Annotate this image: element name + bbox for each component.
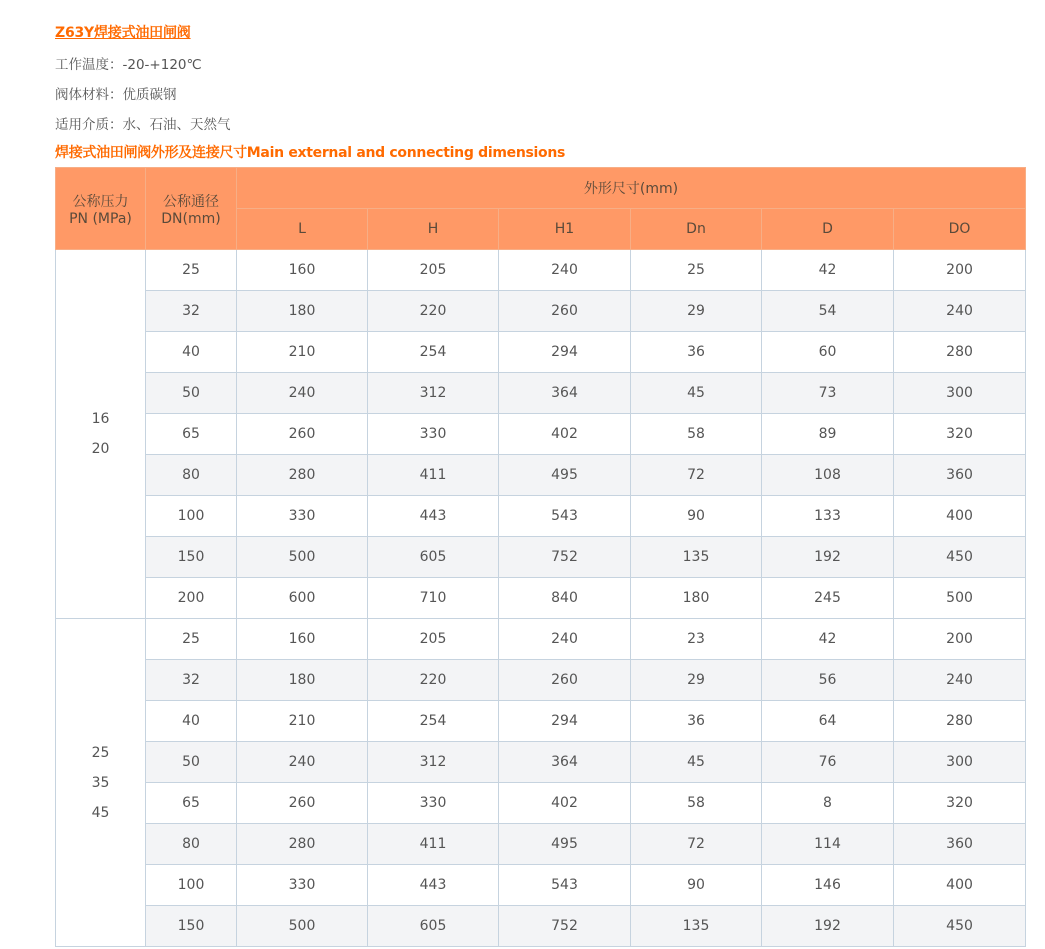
spec-label: 工作温度： [55,57,123,73]
table-row [56,824,1026,865]
dimension-cell: 543 [499,865,631,906]
dimension-cell: 280 [894,332,1026,373]
dimension-cell: 605 [368,906,499,947]
dimension-cell: 192 [762,537,894,578]
dn-header: 公称通径 DN(mm) [146,168,237,250]
dimension-cell: 240 [894,660,1026,701]
dimension-cell: 200 [894,619,1026,660]
dimension-cell: 330 [368,783,499,824]
table-row [56,701,1026,742]
pn-value: 20 [91,441,110,457]
dimension-cell: 330 [368,414,499,455]
spec-label: 适用介质： [55,117,123,133]
dimension-cell: 90 [631,496,762,537]
table-row [56,373,1026,414]
dimension-cell: 180 [237,291,368,332]
dimension-cell: 192 [762,906,894,947]
dn-cell: 100 [146,865,237,906]
dn-cell: 40 [146,332,237,373]
table-row [56,742,1026,783]
dimension-cell: 90 [631,865,762,906]
dimension-cell: 220 [368,660,499,701]
dimension-cell: 160 [237,619,368,660]
dn-cell: 150 [146,537,237,578]
dimension-cell: 135 [631,537,762,578]
dimension-cell: 42 [762,619,894,660]
dn-cell: 25 [146,619,237,660]
dimension-cell: 56 [762,660,894,701]
dimension-cell: 443 [368,865,499,906]
table-row [56,414,1026,455]
dimension-cell: 205 [368,250,499,291]
dimension-cell: 240 [237,373,368,414]
pn-value: 16 [91,411,110,427]
table-row [56,578,1026,619]
dimension-cell: 600 [237,578,368,619]
dn-cell: 50 [146,742,237,783]
dimension-cell: 58 [631,414,762,455]
table-row [56,537,1026,578]
column-header-l: L [237,209,368,250]
dimension-cell: 73 [762,373,894,414]
dimension-cell: 254 [368,701,499,742]
dimension-cell: 495 [499,824,631,865]
dimension-cell: 411 [368,824,499,865]
dn-cell: 150 [146,906,237,947]
spec-body-material [55,83,177,103]
dn-cell: 80 [146,455,237,496]
dimension-cell: 200 [894,250,1026,291]
dimension-cell: 260 [499,291,631,332]
column-header-do: DO [894,209,1026,250]
column-header-d: D [762,209,894,250]
dimension-cell: 133 [762,496,894,537]
dimension-cell: 60 [762,332,894,373]
dimension-cell: 300 [894,373,1026,414]
dimension-cell: 330 [237,496,368,537]
spec-working-temperature [55,53,202,73]
table-row [56,619,1026,660]
dimension-cell: 320 [894,783,1026,824]
dimension-cell: 752 [499,906,631,947]
dimension-cell: 495 [499,455,631,496]
dimension-cell: 320 [894,414,1026,455]
dn-cell: 200 [146,578,237,619]
dimension-cell: 364 [499,742,631,783]
dimension-cell: 312 [368,373,499,414]
table-row [56,250,1026,291]
dn-cell: 40 [146,701,237,742]
dimension-cell: 400 [894,496,1026,537]
dimension-cell: 135 [631,906,762,947]
dimension-cell: 294 [499,332,631,373]
dimension-cell: 54 [762,291,894,332]
dimension-cell: 280 [237,455,368,496]
column-header-h1: H1 [499,209,631,250]
dimension-cell: 89 [762,414,894,455]
dimension-cell: 260 [499,660,631,701]
spec-medium [55,113,231,133]
dimension-cell: 146 [762,865,894,906]
dimension-cell: 58 [631,783,762,824]
dn-cell: 25 [146,250,237,291]
dimension-cell: 45 [631,373,762,414]
dn-cell: 32 [146,660,237,701]
pn-header: 公称压力 PN (MPa) [56,168,146,250]
dimension-cell: 500 [237,537,368,578]
dn-cell: 100 [146,496,237,537]
dimension-cell: 402 [499,783,631,824]
dn-cell: 65 [146,414,237,455]
dimensions-table [55,167,1026,947]
dn-cell: 65 [146,783,237,824]
dimension-cell: 360 [894,455,1026,496]
spec-label: 阀体材料： [55,87,123,103]
dimension-cell: 240 [237,742,368,783]
dimension-cell: 500 [894,578,1026,619]
table-row [56,496,1026,537]
dimension-cell: 240 [894,291,1026,332]
dimension-cell: 29 [631,660,762,701]
dn-cell: 50 [146,373,237,414]
dimensions-group-header: 外形尺寸(mm) [237,168,1026,209]
dimension-cell: 245 [762,578,894,619]
section-subtitle: 焊接式油田闸阀外形及连接尺寸Main external and connecting dimensions [55,145,566,161]
page-title[interactable]: Z63Y焊接式油田闸阀 [55,25,191,41]
dimension-cell: 72 [631,824,762,865]
pn-value: 35 [91,774,110,791]
dimension-cell: 240 [499,619,631,660]
dimension-cell: 402 [499,414,631,455]
pn-value: 25 [91,744,110,761]
dimension-cell: 294 [499,701,631,742]
dimension-cell: 280 [237,824,368,865]
dimension-cell: 605 [368,537,499,578]
table-row [56,332,1026,373]
dimension-cell: 114 [762,824,894,865]
dn-cell: 80 [146,824,237,865]
dimension-cell: 300 [894,742,1026,783]
dimension-cell: 280 [894,701,1026,742]
dimension-cell: 710 [368,578,499,619]
dimension-cell: 36 [631,332,762,373]
dimension-cell: 411 [368,455,499,496]
table-row [56,906,1026,947]
spec-value: 水、石油、天然气 [122,117,231,133]
dimension-cell: 42 [762,250,894,291]
dimension-cell: 210 [237,332,368,373]
dimension-cell: 76 [762,742,894,783]
dimension-cell: 840 [499,578,631,619]
dimension-cell: 360 [894,824,1026,865]
dimension-cell: 500 [237,906,368,947]
pn-value-cell [56,619,146,947]
column-header-h: H [368,209,499,250]
table-row [56,660,1026,701]
dimension-cell: 260 [237,414,368,455]
dimension-cell: 180 [631,578,762,619]
dimension-cell: 543 [499,496,631,537]
dimension-cell: 450 [894,906,1026,947]
spec-value: -20-+120℃ [122,57,202,73]
dimension-cell: 330 [237,865,368,906]
table-row [56,455,1026,496]
dimension-cell: 36 [631,701,762,742]
spec-value: 优质碳钢 [122,87,177,103]
dimension-cell: 29 [631,291,762,332]
dimension-cell: 180 [237,660,368,701]
dimension-cell: 108 [762,455,894,496]
dimension-cell: 72 [631,455,762,496]
dimension-cell: 400 [894,865,1026,906]
pn-value: 45 [91,804,110,821]
dimension-cell: 752 [499,537,631,578]
dimension-cell: 240 [499,250,631,291]
dimension-cell: 260 [237,783,368,824]
dimension-cell: 45 [631,742,762,783]
table-row [56,783,1026,824]
dimension-cell: 364 [499,373,631,414]
column-header-dn: Dn [631,209,762,250]
dimension-cell: 205 [368,619,499,660]
pn-value-cell [56,250,146,619]
dimension-cell: 312 [368,742,499,783]
dimension-cell: 25 [631,250,762,291]
dimension-cell: 450 [894,537,1026,578]
dimension-cell: 8 [762,783,894,824]
dimension-cell: 64 [762,701,894,742]
dimension-cell: 254 [368,332,499,373]
dimension-cell: 160 [237,250,368,291]
dimension-cell: 443 [368,496,499,537]
dimension-cell: 210 [237,701,368,742]
dimension-cell: 23 [631,619,762,660]
table-row [56,865,1026,906]
table-row [56,291,1026,332]
dn-cell: 32 [146,291,237,332]
dimension-cell: 220 [368,291,499,332]
